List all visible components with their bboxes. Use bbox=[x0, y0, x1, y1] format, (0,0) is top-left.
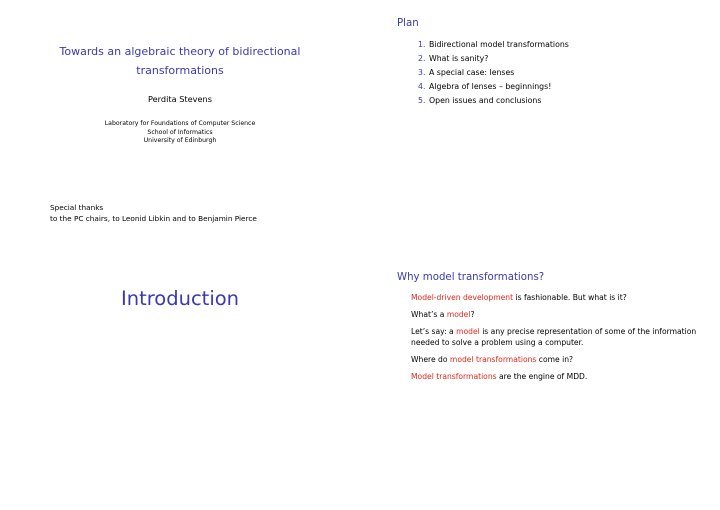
thanks-note bbox=[50, 202, 257, 224]
list-item bbox=[418, 52, 569, 66]
paragraph bbox=[411, 310, 711, 321]
paragraph bbox=[411, 293, 711, 304]
list-item bbox=[418, 38, 569, 52]
highlight-term: model bbox=[446, 310, 471, 319]
item-number: 1. bbox=[418, 40, 426, 49]
thanks-line-2: to the PC chairs, to Leonid Libkin and to Benjamin Pierce bbox=[50, 214, 257, 223]
title-line-1: Towards an algebraic theory of bidirectional bbox=[59, 45, 301, 58]
thanks-line-1: Special thanks bbox=[50, 203, 104, 212]
section-slide bbox=[0, 255, 360, 510]
author-name: Perdita Stevens bbox=[148, 94, 212, 104]
why-title: Why model transformations? bbox=[397, 272, 545, 283]
highlight-term: Model-driven development bbox=[411, 293, 514, 302]
affiliation-line-2: School of Informatics bbox=[147, 128, 213, 136]
paragraph bbox=[411, 327, 711, 348]
paragraph-text: Where do bbox=[411, 354, 450, 364]
paragraph-text: What’s a bbox=[411, 310, 447, 319]
paragraph bbox=[411, 355, 711, 366]
highlight-term: Model transformations bbox=[411, 371, 497, 381]
affiliation bbox=[0, 120, 360, 146]
item-text: What is sanity? bbox=[429, 54, 489, 63]
title-line-2: transformations bbox=[136, 64, 224, 77]
item-text: Bidirectional model transformations bbox=[429, 40, 569, 49]
presentation-title bbox=[30, 42, 330, 80]
item-text: Open issues and conclusions bbox=[429, 96, 542, 105]
highlight-term: model bbox=[456, 327, 480, 336]
plan-title: Plan bbox=[397, 18, 419, 29]
item-number: 2. bbox=[418, 54, 426, 63]
paragraph-text: is fashionable. But what is it? bbox=[513, 293, 627, 302]
item-number: 4. bbox=[418, 82, 426, 91]
list-item bbox=[418, 94, 569, 108]
affiliation-line-1: Laboratory for Foundations of Computer Science bbox=[104, 120, 256, 127]
paragraph-text: Let’s say: a bbox=[411, 327, 457, 336]
item-number: 5. bbox=[418, 96, 426, 105]
list-item bbox=[418, 80, 569, 94]
paragraph-text: is any precise representation of some of the information needed to solve a problem using a computer. bbox=[411, 327, 697, 347]
item-text: Algebra of lenses – beginnings! bbox=[429, 82, 552, 91]
section-title: Introduction bbox=[120, 287, 240, 310]
item-number: 3. bbox=[418, 68, 426, 77]
item-text: A special case: lenses bbox=[429, 68, 515, 77]
list-item bbox=[418, 66, 569, 80]
paragraph-text: come in? bbox=[536, 354, 574, 364]
paragraph-text: ? bbox=[470, 310, 475, 319]
paragraph bbox=[411, 372, 711, 383]
title-slide bbox=[0, 0, 360, 255]
paragraph-text: are the engine of MDD. bbox=[496, 371, 588, 381]
why-slide bbox=[360, 255, 720, 510]
plan-slide bbox=[360, 0, 720, 255]
affiliation-line-3: University of Edinburgh bbox=[143, 137, 217, 145]
why-body bbox=[411, 293, 711, 389]
plan-list bbox=[418, 38, 569, 108]
highlight-term: model transformations bbox=[449, 354, 537, 364]
